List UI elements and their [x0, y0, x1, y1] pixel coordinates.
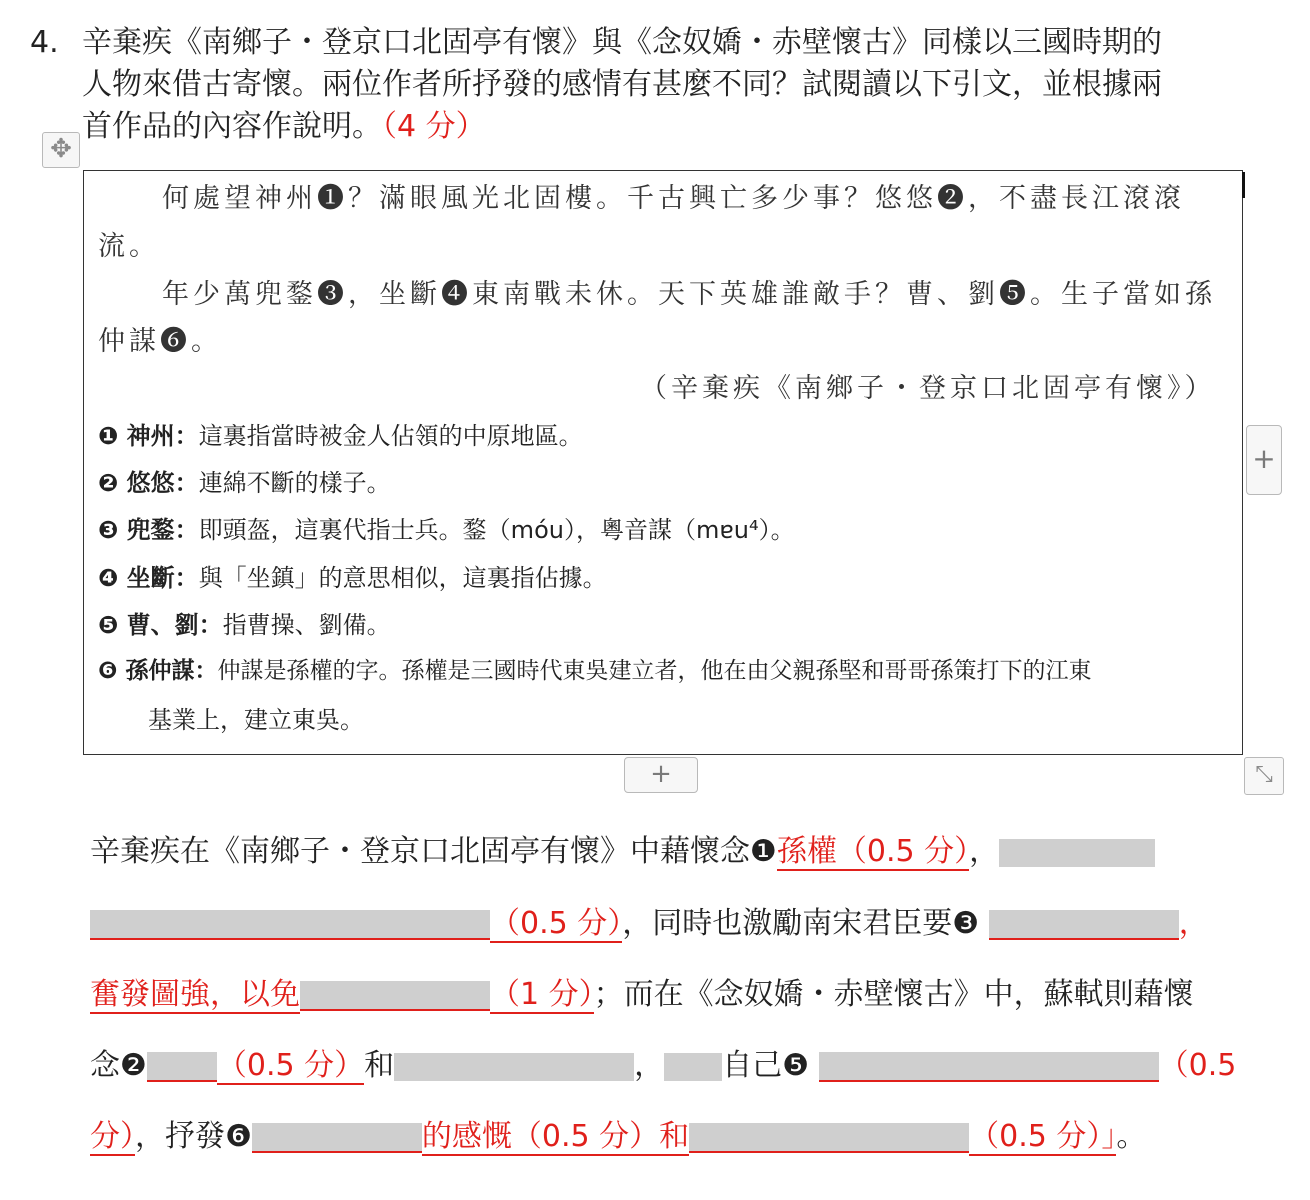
text-cursor — [1242, 172, 1245, 198]
redacted-answer — [819, 1052, 1159, 1082]
footnote: ❹ 坐斷：與「坐鎮」的意思相似，這裏指佔據。 — [98, 564, 607, 592]
footnote: ❶ 神州：這裏指當時被金人佔領的中原地區。 — [98, 422, 583, 450]
redacted-answer — [90, 910, 490, 940]
poem-line: 流。 — [98, 231, 160, 262]
table-move-handle-icon[interactable]: ✥ — [42, 132, 80, 168]
poem-line: 仲謀❻。 — [98, 326, 222, 357]
answer-line: 奮發圖強，以免 （1 分）；而在《念奴嬌・赤壁懷古》中，蘇軾則藉懷 — [90, 977, 1194, 1012]
redacted-answer — [689, 1123, 969, 1153]
redacted-answer — [664, 1053, 722, 1081]
poem-line: 年少萬兜鍪❸，坐斷❹東南戰未休。天下英雄誰敵手？曹、劉❺。生子當如孫 — [162, 279, 1216, 310]
footnote: ❷ 悠悠：連綿不斷的樣子。 — [98, 469, 391, 497]
answer-line: 分），抒發❻ 的感慨（0.5 分）和 （0.5 分）」。 — [90, 1119, 1147, 1154]
answer-line: 辛棄疾在《南鄉子・登京口北固亭有懷》中藉懷念❶孫權（0.5 分）， — [90, 830, 1155, 874]
answer-line: （0.5 分），同時也激勵南宋君臣要❸ ， — [90, 902, 1209, 946]
footnote: ❺ 曹、劉：指曹操、劉備。 — [98, 611, 391, 639]
redacted-answer — [394, 1053, 634, 1081]
table-resize-handle-icon[interactable]: ⤡ — [1244, 757, 1284, 795]
redacted-answer — [999, 839, 1155, 867]
redacted-answer — [252, 1123, 422, 1153]
answer-line: 念❷ （0.5 分）和 ， 自己❺ （0.5 — [90, 1048, 1237, 1083]
redacted-answer — [300, 981, 490, 1011]
question-marks: （4 分） — [382, 109, 486, 144]
redacted-answer — [147, 1052, 217, 1082]
add-column-button[interactable]: + — [1246, 425, 1282, 495]
footnote: ❸ 兜鍪：即頭盔，這裏代指士兵。鍪（móu），粵音謀（mɐu⁴）。 — [98, 516, 795, 544]
footnote-continuation: 基業上，建立東吳。 — [148, 706, 364, 734]
question-text: 辛棄疾《南鄉子・登京口北固亭有懷》與《念奴嬌・赤壁懷古》同樣以三國時期的 人物來借古寄懷。兩位作者所抒發的感情有甚麼不同？試閱讀以下引文，並根據兩 首作品的內容作說明。（4 分） — [82, 25, 1162, 144]
footnote: ❻ 孫仲謀：仲謀是孫權的字。孫權是三國時代東吳建立者，他在由父親孫堅和哥哥孫策打下的江東 — [98, 658, 1092, 684]
add-row-button[interactable]: + — [624, 757, 698, 793]
answer-blank: 孫權（0.5 分） — [776, 834, 970, 869]
poem-source: （辛棄疾《南鄉子・登京口北固亭有懷》） — [640, 373, 1216, 404]
poem-line: 何處望神州❶？滿眼風光北固樓。千古興亡多少事？悠悠❷，不盡長江滾滾 — [162, 183, 1185, 214]
question-number: 4. — [30, 25, 59, 60]
redacted-answer — [989, 910, 1179, 940]
